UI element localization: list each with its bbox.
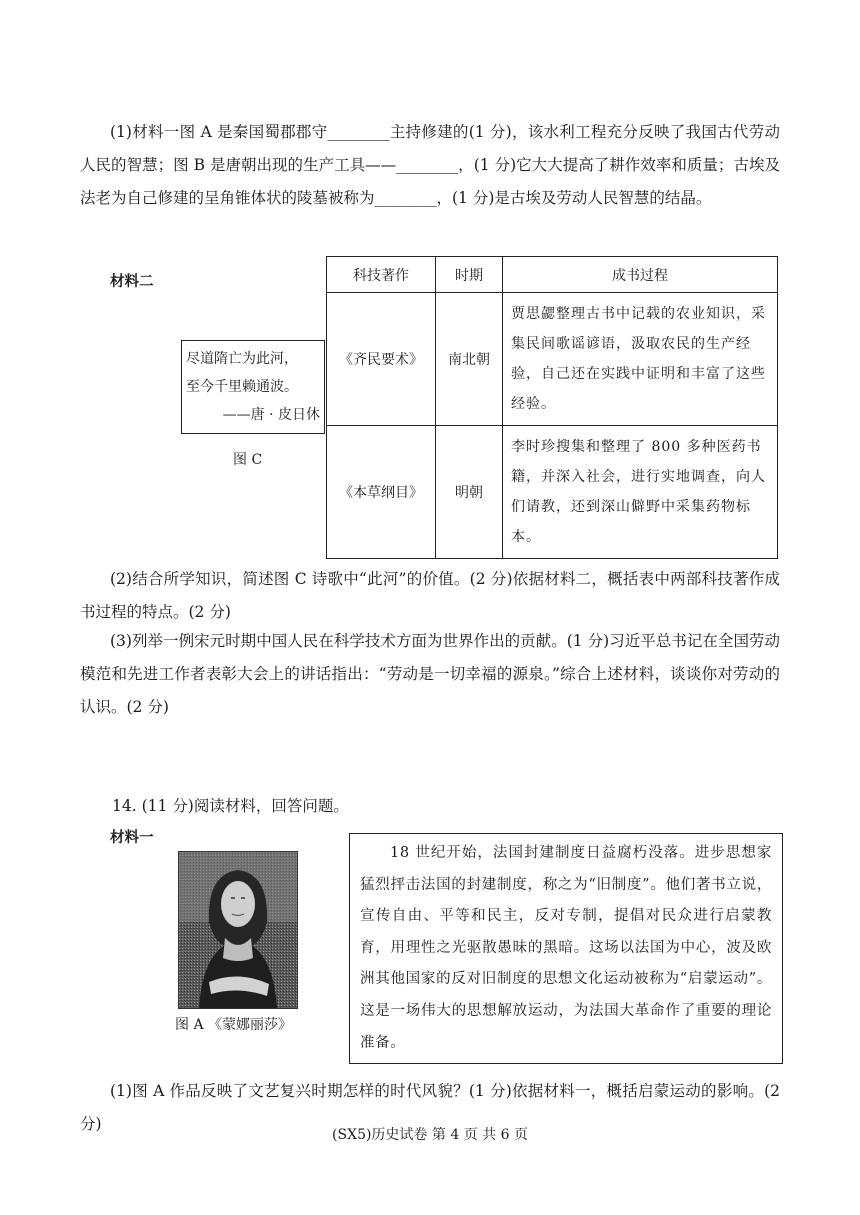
table-cell-book: 《本草纲目》	[327, 426, 436, 559]
poem-author: ——唐 · 皮日休	[222, 407, 320, 423]
table-cell-process: 李时珍搜集和整理了 800 多种医药书籍，并深入社会，进行实地调查，向人们请教，还到深山僻野中采集药物标本。	[503, 426, 778, 559]
poem-box	[181, 340, 325, 434]
table-cell-period: 明朝	[436, 426, 503, 559]
question-14-part-1: (1)图 A 作品反映了文艺复兴时期怎样的时代风貌？(1 分)依据材料一，概括启蒙运动的影响。(2 分)	[80, 1082, 780, 1133]
table-header-book: 科技著作	[327, 257, 436, 293]
material-2-label: 材料二	[110, 274, 154, 290]
table-cell-period: 南北朝	[436, 293, 503, 426]
page-footer: (SX5)历史试卷 第 4 页 共 6 页	[332, 1127, 528, 1143]
table-row	[327, 293, 778, 426]
question-14-heading: 14. (11 分)阅读材料，回答问题。	[112, 797, 349, 815]
material-1-label: 材料一	[110, 830, 154, 846]
mona-lisa-image	[178, 851, 298, 1009]
figure-a-caption: 图 A 《蒙娜丽莎》	[175, 1017, 293, 1033]
table-cell-process: 贾思勰整理古书中记载的农业知识，采集民间歌谣谚语，汲取农民的生产经验，自己还在实践中证明和丰富了这些经验。	[503, 293, 778, 426]
table-header-row	[327, 257, 778, 293]
table-header-period: 时期	[436, 257, 503, 293]
question-13-part-3: (3)列举一例宋元时期中国人民在科学技术方面为世界作出的贡献。(1 分)习近平总书记在全国劳动模范和先进工作者表彰大会上的讲话指出：“劳动是一切幸福的源泉。”综合上述材料，谈谈你对劳动的认识。(2 分)	[80, 632, 780, 716]
poem-line-1: 尽道隋亡为此河，	[186, 351, 298, 367]
poem-line-2: 至今千里赖通波。	[186, 379, 298, 395]
question-13-part-1: (1)材料一图 A 是秦国蜀郡郡守________主持修建的(1 分)，该水利工程充分反映了我国古代劳动人民的智慧；图 B 是唐朝出现的生产工具——________，(1 分)它大大提高了耕作效率和质量；古埃及法老为自己修建的呈角锥体状的陵墓被称为________，(1 分)是古埃及劳动人民智慧的结晶。	[80, 123, 780, 207]
science-works-table	[326, 256, 778, 559]
question-13-part-2: (2)结合所学知识，简述图 C 诗歌中“此河”的价值。(2 分)依据材料二，概括表中两部科技著作成书过程的特点。(2 分)	[80, 570, 780, 621]
material-1-textbox: 18 世纪开始，法国封建制度日益腐朽没落。进步思想家猛烈抨击法国的封建制度，称之为“旧制度”。他们著书立说，宣传自由、平等和民主，反对专制，提倡对民众进行启蒙教育，用理性之光驱散愚昧的黑暗。这场以法国为中心，波及欧洲其他国家的反对旧制度的思想文化运动被称为“启蒙运动”。这是一场伟大的思想解放运动，为法国大革命作了重要的理论准备。	[349, 833, 783, 1064]
figure-c-caption: 图 C	[233, 452, 263, 468]
table-row	[327, 426, 778, 559]
table-header-process: 成书过程	[503, 257, 778, 293]
table-cell-book: 《齐民要术》	[327, 293, 436, 426]
